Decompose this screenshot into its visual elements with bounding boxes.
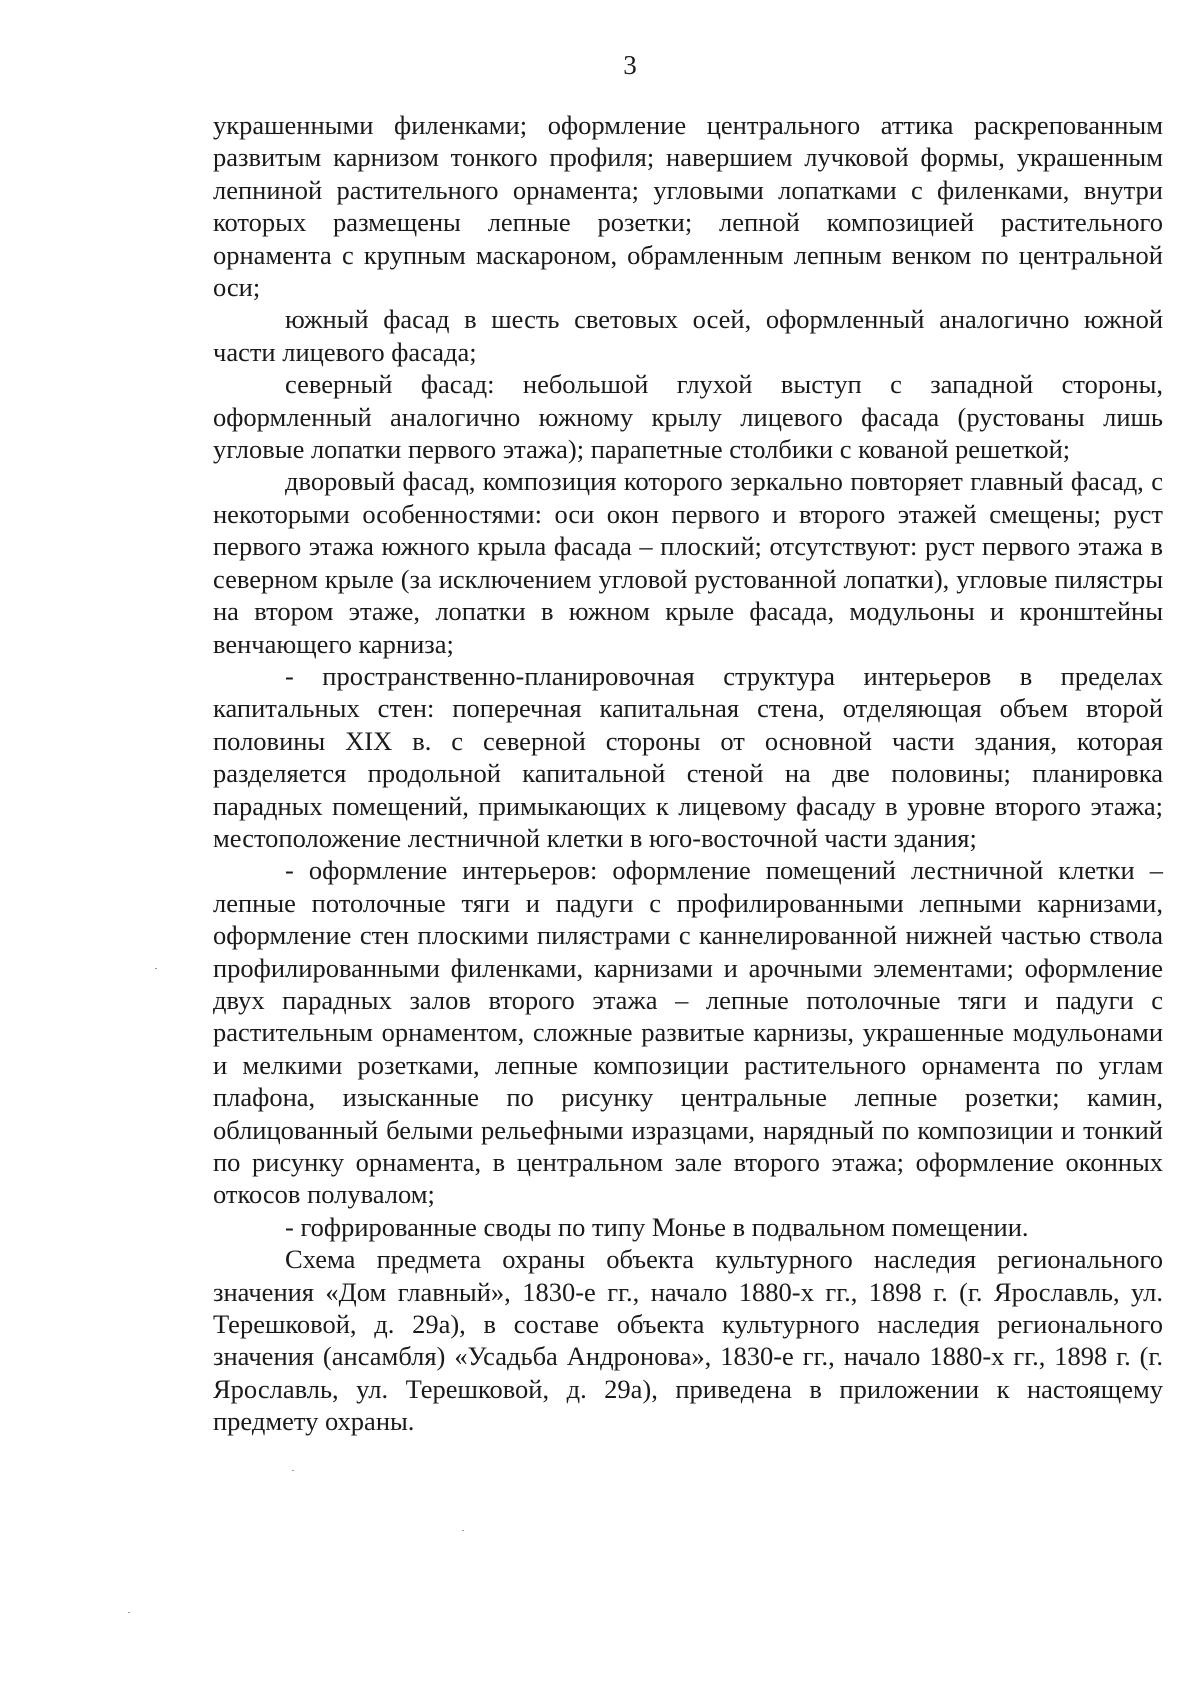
paragraph-courtyard-facade: дворовый фасад, композиция которого зеркально повторяет главный фасад, с некоторыми особенностями: оси окон первого и второго этажей смещены; руст первого этажа южного крыла фасада – плоский; отсутствуют: руст первого этажа в северном крыле (за исключением угловой рустованной лопатки), угловые пилястры на втором этаже, лопатки в южном крыле фасада, модульоны и кронштейны венчающего карниза; bbox=[213, 466, 1163, 659]
scan-speck bbox=[462, 1530, 464, 1531]
scan-speck bbox=[155, 968, 157, 969]
paragraph-interior-decor: - оформление интерьеров: оформление помещений лестничной клетки – лепные потолочные тяги и падуги с профилированными лепными карнизами, оформление стен плоскими пилястрами с каннелированной нижней частью ствола профилированными филенками, карнизами и арочными элементами; оформление двух парадных залов второго этажа – лепные потолочные тяги и падуги с растительным орнаментом, сложные развитые карнизы, украшенные модульонами и мелкими розетками, лепные композиции растительного орнамента по углам плафона, изысканные по рисунку центральные лепные розетки; камин, облицованный белыми рельефными изразцами, нарядный по композиции и тонкий по рисунку орнамента, в центральном зале второго этажа; оформление оконных откосов полувалом; bbox=[213, 855, 1163, 1210]
paragraph-protection-scheme: Схема предмета охраны объекта культурного наследия регионального значения «Дом главный», 1830-е гг., начало 1880-х гг., 1898 г. (г. Ярославль, ул. Терешковой, д. 29а), в составе объекта культурного наследия регионального значения (ансамбля) «Усадьба Андронова», 1830-е гг., начало 1880-х гг., 1898 г. (г. Ярославль, ул. Терешковой, д. 29а), приведена в приложении к настоящему предмету охраны. bbox=[213, 1244, 1163, 1437]
paragraph-facade-decor-continued: украшенными филенками; оформление центрального аттика раскрепованным развитым карнизом тонкого профиля; навершием лучковой формы, украшенным лепниной растительного орнамента; угловыми лопатками с филенками, внутри которых размещены лепные розетки; лепной композицией растительного орнамента с крупным маскароном, обрамленным лепным венком по центральной оси; bbox=[213, 110, 1163, 303]
paragraph-south-facade: южный фасад в шесть световых осей, оформленный аналогично южной части лицевого фасада; bbox=[213, 304, 1163, 367]
paragraph-monier-vaults: - гофрированные своды по типу Монье в подвальном помещении. bbox=[285, 1211, 1029, 1242]
paragraph-north-facade: северный фасад: небольшой глухой выступ с западной стороны, оформленный аналогично южному крылу лицевого фасада (рустованы лишь угловые лопатки первого этажа); парапетные столбики с кованой решеткой; bbox=[213, 369, 1163, 465]
page-number: 3 bbox=[623, 50, 637, 80]
scan-speck bbox=[128, 1612, 130, 1613]
paragraph-spatial-structure: - пространственно-планировочная структура интерьеров в пределах капитальных стен: поперечная капитальная стена, отделяющая объем второй половины XIX в. с северной стороны от основной части здания, которая разделяется продольной капитальной стеной на две половины; планировка парадных помещений, примыкающих к лицевому фасаду в уровне второго этажа; местоположение лестничной клетки в юго-восточной части здания; bbox=[213, 660, 1163, 853]
document-body bbox=[213, 109, 1163, 1438]
scan-speck bbox=[292, 1470, 294, 1471]
